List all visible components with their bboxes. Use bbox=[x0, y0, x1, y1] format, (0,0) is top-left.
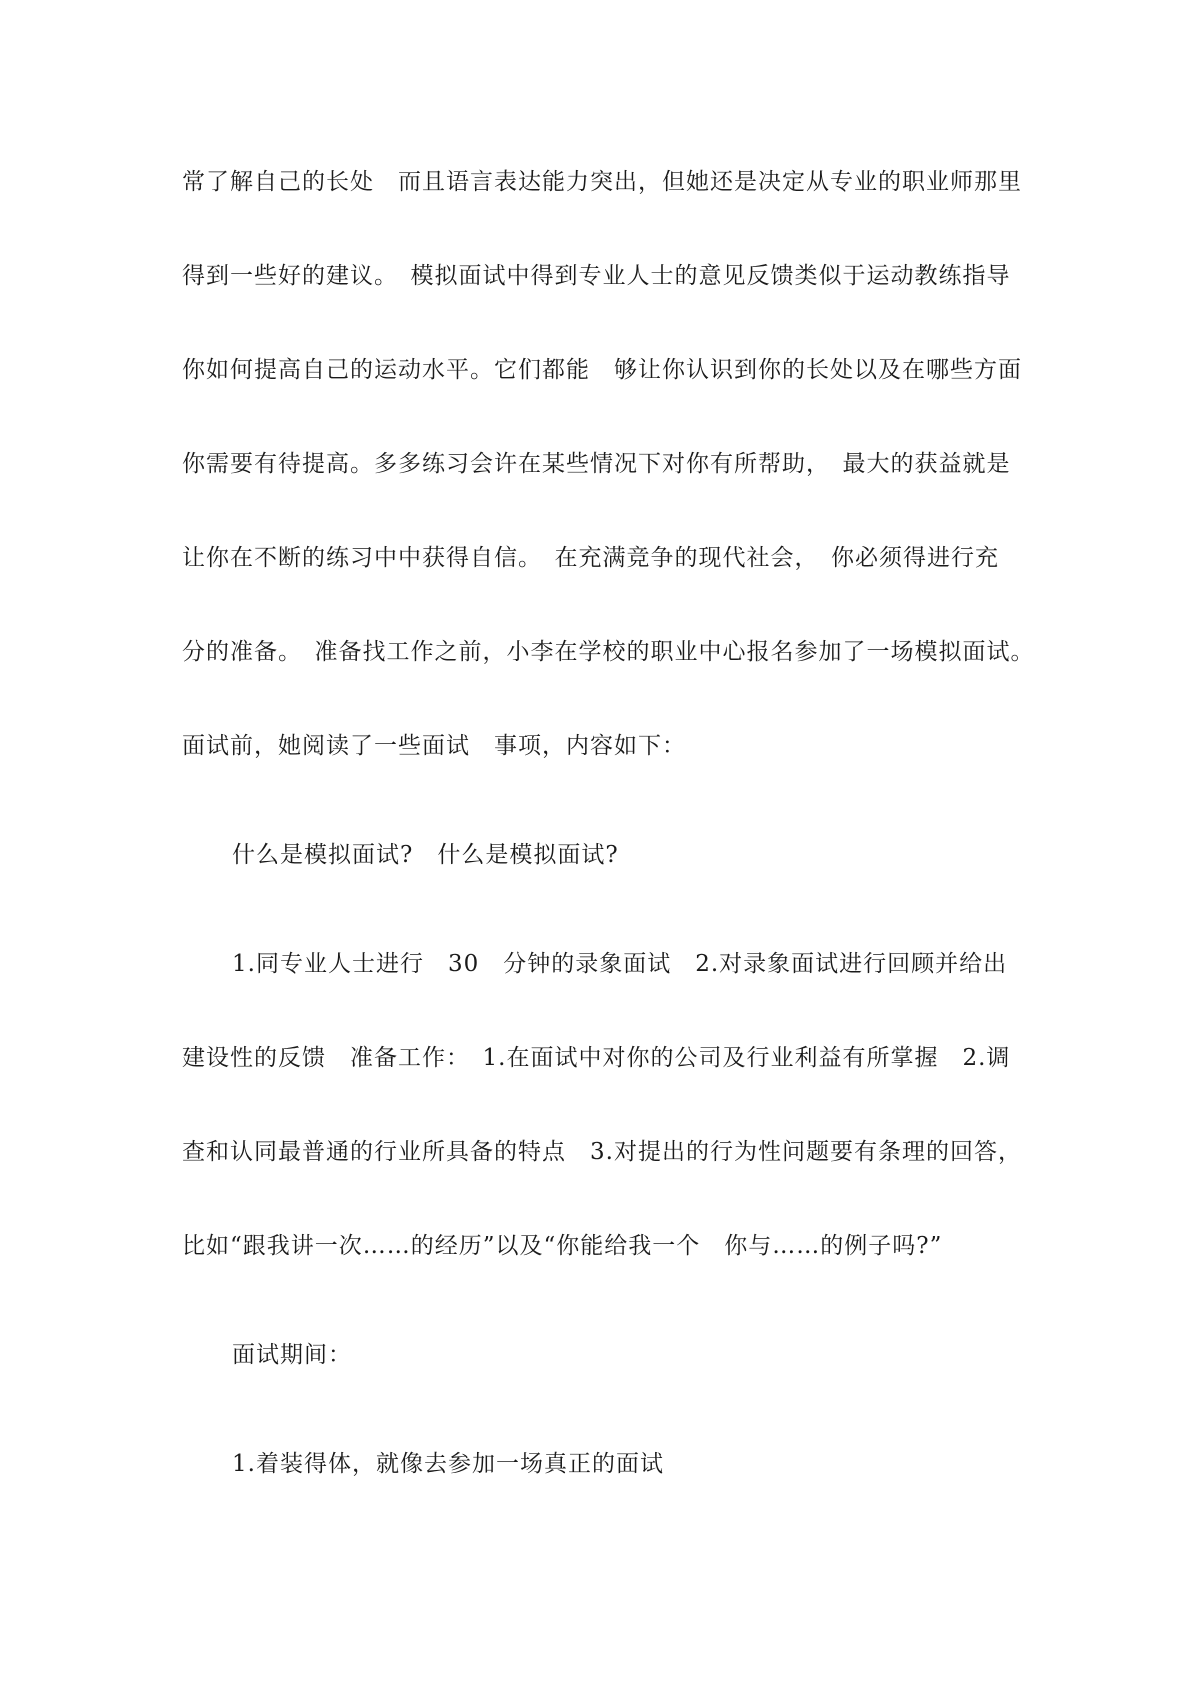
paragraph-line: 面试前，她阅读了一些面试 事项，内容如下： bbox=[182, 733, 686, 759]
list-item: 1.着装得体，就像去参加一场真正的面试 bbox=[232, 1451, 664, 1477]
section-heading: 面试期间： bbox=[232, 1342, 352, 1368]
paragraph-line: 常了解自己的长处 而且语言表达能力突出，但她还是决定从专业的职业师那里 bbox=[182, 169, 1022, 195]
paragraph-line: 查和认同最普通的行业所具备的特点 3.对提出的行为性问题要有条理的回答， bbox=[182, 1139, 1022, 1165]
paragraph-line: 比如“跟我讲一次……的经历”以及“你能给我一个 你与……的例子吗?” bbox=[182, 1233, 943, 1259]
paragraph-line: 分的准备。 准备找工作之前，小李在学校的职业中心报名参加了一场模拟面试。 bbox=[182, 639, 1035, 665]
paragraph-line: 得到一些好的建议。 模拟面试中得到专业人士的意见反馈类似于运动教练指导 bbox=[182, 263, 1011, 289]
paragraph-line: 你如何提高自己的运动水平。它们都能 够让你认识到你的长处以及在哪些方面 bbox=[182, 357, 1022, 383]
question-heading: 什么是模拟面试? 什么是模拟面试? bbox=[232, 842, 619, 868]
paragraph-line: 你需要有待提高。多多练习会许在某些情况下对你有所帮助， 最大的获益就是 bbox=[182, 451, 1011, 477]
paragraph-line: 建设性的反馈 准备工作： 1.在面试中对你的公司及行业利益有所掌握 2.调 bbox=[182, 1045, 1011, 1071]
paragraph-line: 让你在不断的练习中中获得自信。 在充满竞争的现代社会， 你必须得进行充 bbox=[182, 545, 999, 571]
list-item: 1.同专业人士进行 30 分钟的录象面试 2.对录象面试进行回顾并给出 bbox=[232, 951, 1008, 977]
